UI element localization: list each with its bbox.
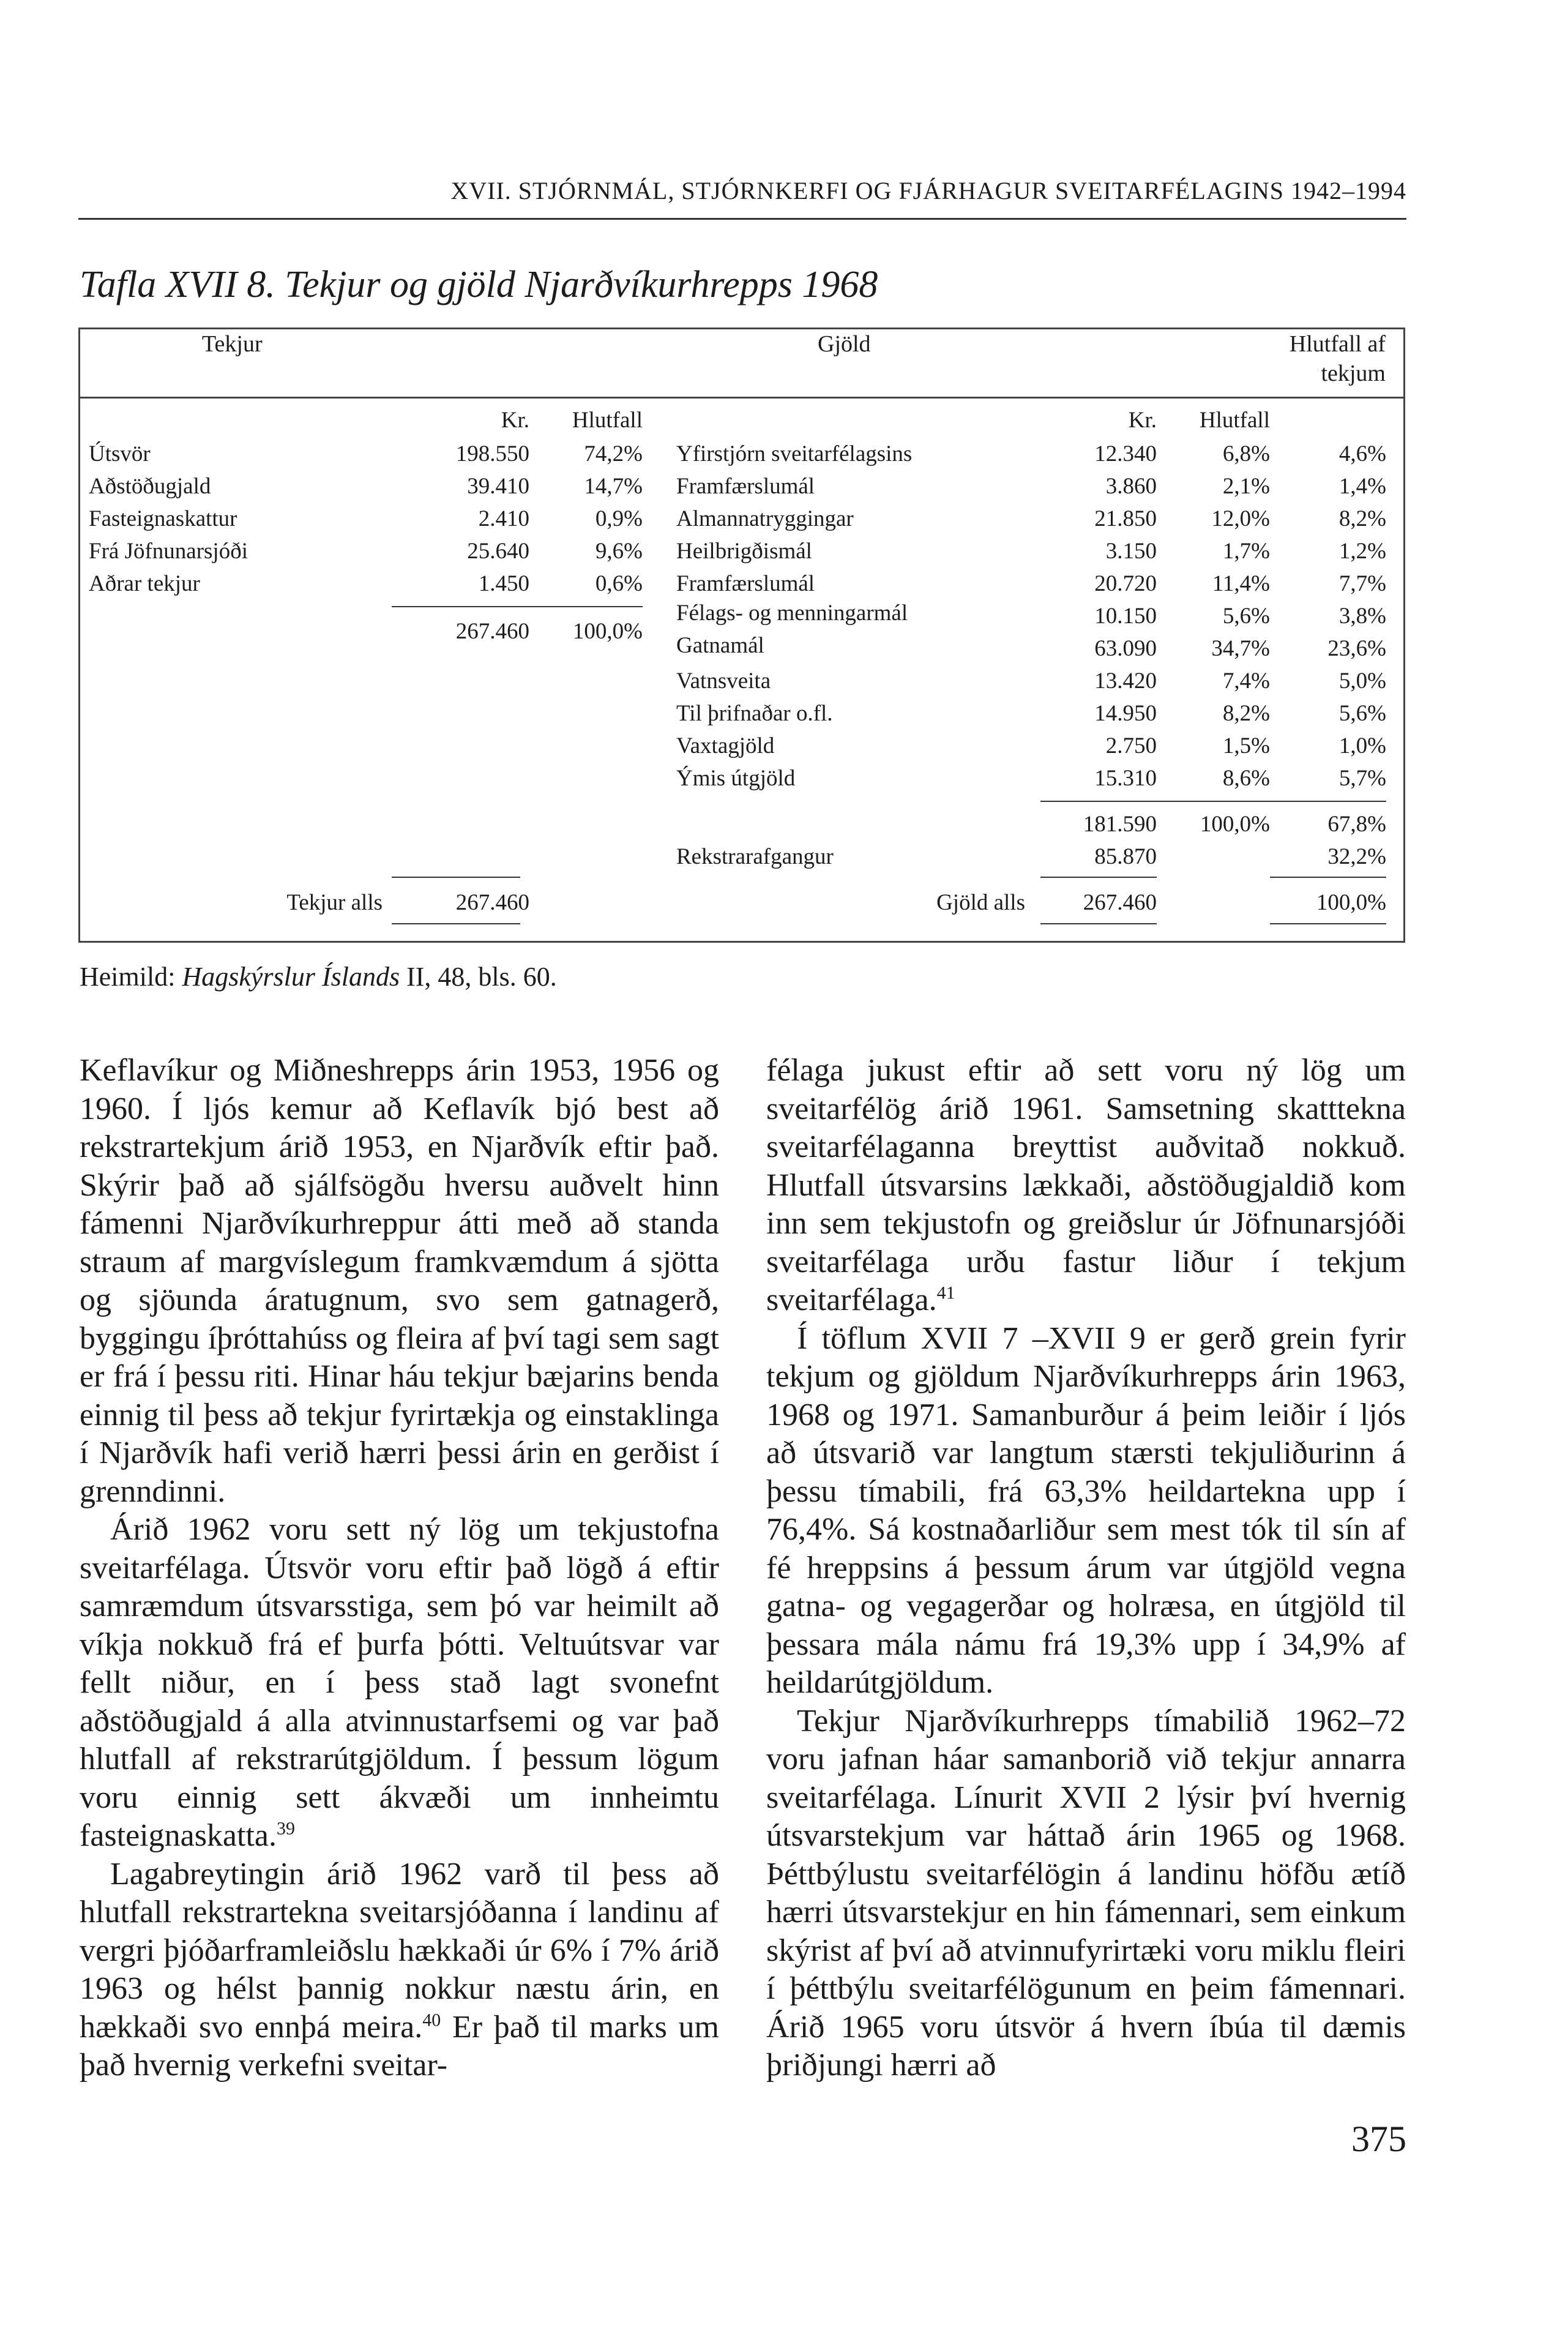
right-row-kr: 21.850 — [1094, 506, 1157, 531]
right-row-label: Framfærslumál — [676, 571, 815, 596]
paragraph — [80, 1855, 719, 2085]
right-row-pct-tekjum: 7,7% — [1338, 571, 1386, 596]
left-subtotal-kr: 267.460 — [455, 619, 529, 644]
right-row-label: Vatnsveita — [676, 668, 771, 694]
body-column-left — [80, 1052, 719, 2085]
right-row-pct-tekjum: 4,6% — [1338, 441, 1386, 466]
left-hlutfall-header: Hlutfall — [572, 408, 643, 433]
paragraph: Tekjur Njarðvíkurhrepps tímabilið 1962–72 voru jafnan háar samanborið við tekjur annarra sveitarfélaga. Línurit XVII 2 lýsir því hvernig útsvarstekjum var háttað árin 1965 og 1968. Þéttbýlustu sveitarfélögin á landinu höfðu ætíð hærri útsvarstekjur en hin fámennari, sem einkum skýrist af því að atvinnufyrirtæki voru miklu fleiri í þéttbýlu sveitarfélögunum en þeim fámennari. Árið 1965 voru útsvör á hvern íbúa til dæmis þriðjungi hærri að — [766, 1703, 1406, 2083]
left-row-pct: 14,7% — [584, 474, 643, 499]
right-row-label: Almannatryggingar — [676, 506, 854, 531]
paragraph-text: Árið 1962 voru sett ný lög um tekjustofna sveitarfélaga. Útsvör voru eftir það lögð á eftir samræmdum útsvarsstiga, sem þó var heimilt að víkja nokkuð frá ef þurfa þótti. Veltuútsvar var fellt niður, en í þess stað lagt svonefnt aðstöðugjald á alla atvinnustarfsemi og var það hlutfall af rekstrarútgjöldum. Í þessum lögum voru einnig sett ákvæði um innheimtu fasteignaskatta. — [80, 1512, 719, 1853]
right-row-pct-tekjum: 5,7% — [1338, 766, 1386, 791]
gjold-alls-rule — [1040, 877, 1157, 878]
gjold-alls-kr: 267.460 — [1083, 890, 1157, 915]
paragraph-text: félaga jukust eftir að sett voru ný lög um sveitarfélög árið 1961. Samsetning skatttekna sveitarfélaganna breyttist auðvitað nokkuð. Hlutfall útsvarsins lækkaði, aðstöðugjaldið kom inn sem tekjustofn og greiðslur úr Jöfnunarsjóði sveitarfélaga urðu fastur liður í tekjum sveitarfélaga. — [766, 1053, 1406, 1317]
left-row-label: Aðrar tekjur — [89, 571, 200, 596]
rekstrarafgangur-pct-tekjum: 32,2% — [1327, 844, 1386, 869]
gjold-alls-bottom-rule — [1040, 923, 1157, 924]
right-row-kr: 14.950 — [1094, 701, 1157, 726]
right-row-kr: 15.310 — [1094, 766, 1157, 791]
right-row-label: Framfærslumál — [676, 474, 815, 499]
right-row-pct: 5,6% — [1222, 604, 1270, 629]
rekstrarafgangur-kr: 85.870 — [1094, 844, 1157, 869]
tekjur-alls-bottom-rule — [392, 923, 520, 924]
right-row-kr: 63.090 — [1094, 636, 1157, 661]
paragraph-text: Er það til marks um það hvernig verkefni sveitar- — [80, 2009, 720, 2083]
right-row-kr: 3.860 — [1105, 474, 1157, 499]
right-row-pct-tekjum: 1,4% — [1338, 474, 1386, 499]
right-row-pct: 34,7% — [1211, 636, 1270, 661]
paragraph — [80, 1511, 719, 1855]
right-subtotal-pct-tekjum: 67,8% — [1327, 812, 1386, 837]
tekjum-heading: tekjum — [1321, 361, 1386, 386]
tekjur-alls-kr: 267.460 — [455, 890, 529, 915]
right-row-label: Ýmis útgjöld — [676, 766, 796, 791]
right-kr-header: Kr. — [1128, 408, 1157, 433]
right-row-pct: 6,8% — [1222, 441, 1270, 466]
gjold-alls-pct-bottom-rule — [1270, 923, 1386, 924]
source-title: Hagskýrslur Íslands — [182, 962, 400, 992]
left-row-kr: 2.410 — [478, 506, 529, 531]
gjold-alls-pct-tekjum: 100,0% — [1316, 890, 1386, 915]
left-row-kr: 39.410 — [467, 474, 529, 499]
right-row-label: Til þrifnaðar o.fl. — [676, 701, 833, 726]
right-row-label: Heilbrigðismál — [676, 539, 812, 564]
gjold-alls-label: Gjöld alls — [936, 890, 1025, 915]
right-row-pct: 2,1% — [1222, 474, 1270, 499]
right-row-pct-tekjum: 1,2% — [1338, 539, 1386, 564]
right-row-pct: 1,5% — [1222, 733, 1270, 758]
rekstrarafgangur-label: Rekstrarafgangur — [676, 844, 834, 869]
right-row-kr: 12.340 — [1094, 441, 1157, 466]
paragraph: Í töflum XVII 7 –XVII 9 er gerð grein fyrir tekjum og gjöldum Njarðvíkurhrepps árin 1963, 1968 og 1971. Samanburður á þeim leiðir í ljós að útsvarið var langtum stærsti tekjuliðurinn á þessu tímabili, frá 63,3% heildartekna upp í 76,4%. Sá kostnaðarliður sem mest tók til sín af fé hreppsins á þessum árum var útgjöld vegna gatna- og vegagerðar og holræsa, en útgjöld til þessara mála námu frá 19,3% upp í 34,9% af heildarútgjöldum. — [766, 1320, 1406, 1700]
right-row-kr: 13.420 — [1094, 668, 1157, 694]
right-row-label: Vaxtagjöld — [676, 733, 775, 758]
right-subtotal-rule — [1040, 801, 1386, 802]
page-number: 375 — [1351, 2119, 1406, 2159]
right-row-pct-tekjum: 3,8% — [1338, 604, 1386, 629]
right-row-pct-tekjum: 1,0% — [1338, 733, 1386, 758]
left-row-pct: 74,2% — [584, 441, 643, 466]
paragraph — [766, 1052, 1406, 1320]
right-row-pct-tekjum: 5,6% — [1338, 701, 1386, 726]
right-row-kr: 2.750 — [1105, 733, 1157, 758]
hlutfall-af-heading: Hlutfall af — [1289, 331, 1386, 357]
left-subtotal-pct: 100,0% — [572, 619, 643, 644]
right-subtotal-pct: 100,0% — [1200, 812, 1270, 837]
tekjur-alls-rule — [392, 877, 520, 878]
right-row-pct-tekjum: 23,6% — [1327, 636, 1386, 661]
right-row-pct: 8,2% — [1222, 701, 1270, 726]
table-source — [80, 961, 557, 992]
right-row-pct: 7,4% — [1222, 668, 1270, 694]
left-row-pct: 0,6% — [595, 571, 643, 596]
source-prefix: Heimild: — [80, 962, 182, 992]
footnote-ref: 40 — [422, 2010, 441, 2031]
left-kr-header: Kr. — [501, 408, 529, 433]
source-suffix: II, 48, bls. 60. — [400, 962, 557, 992]
left-row-label: Fasteignaskattur — [89, 506, 237, 531]
left-row-label: Frá Jöfnunarsjóði — [89, 539, 248, 564]
right-hlutfall-header: Hlutfall — [1199, 408, 1270, 433]
right-row-pct-tekjum: 5,0% — [1338, 668, 1386, 694]
left-row-pct: 9,6% — [595, 539, 643, 564]
left-subtotal-rule — [392, 606, 643, 607]
right-row-pct: 12,0% — [1211, 506, 1270, 531]
right-row-kr: 10.150 — [1094, 604, 1157, 629]
left-row-label: Útsvör — [89, 441, 151, 466]
footnote-ref: 41 — [936, 1282, 955, 1303]
right-row-label: Félags- og menningarmál — [676, 601, 908, 626]
left-row-kr: 1.450 — [478, 571, 529, 596]
running-head: XVII. STJÓRNMÁL, STJÓRNKERFI OG FJÁRHAGUR SVEITARFÉLAGINS 1942–1994 — [450, 177, 1406, 204]
right-row-pct: 8,6% — [1222, 766, 1270, 791]
left-row-kr: 25.640 — [467, 539, 529, 564]
table-header-rule — [78, 397, 1405, 399]
left-row-label: Aðstöðugjald — [89, 474, 211, 499]
left-row-pct: 0,9% — [595, 506, 643, 531]
paragraph-text: Lagabreytingin árið 1962 varð til þess að hlutfall rekstrartekna sveitarsjóðanna í landinu af vergri þjóðarframleiðslu hækkaði úr 6% í 7% árið 1963 og hélst þannig nokkur næstu árin, en hækkaði svo ennþá meira. — [80, 1856, 719, 2045]
right-row-pct: 11,4% — [1212, 571, 1270, 596]
left-row-kr: 198.550 — [455, 441, 529, 466]
paragraph: Keflavíkur og Miðneshrepps árin 1953, 1956 og 1960. Í ljós kemur að Keflavík bjó best að rekstrartekjum árið 1953, en Njarðvík eftir það. Skýrir það að sjálfsögðu hversu auðvelt hinn fámenni Njarðvíkurhreppur átti með að standa straum af margvíslegum framkvæmdum á sjötta og sjöunda áratugnum, svo sem gatnagerð, byggingu íþróttahúss og fleira af því tagi sem sagt er frá í þessu riti. Hinar háu tekjur bæjarins benda einnig til þess að tekjur fyrirtækja og einstaklinga í Njarðvík hafi verið hærri þessi árin en gerðist í grenndinni. — [80, 1053, 719, 1509]
right-row-label: Yfirstjórn sveitarfélagsins — [676, 441, 913, 466]
tekjur-heading: Tekjur — [202, 331, 263, 357]
right-row-pct: 1,7% — [1222, 539, 1270, 564]
right-row-label: Gatnamál — [676, 633, 764, 658]
gjold-heading: Gjöld — [818, 331, 871, 357]
right-row-pct-tekjum: 8,2% — [1338, 506, 1386, 531]
right-row-kr: 20.720 — [1094, 571, 1157, 596]
header-rule — [78, 218, 1406, 220]
body-column-right — [766, 1052, 1406, 2085]
right-row-kr: 3.150 — [1105, 539, 1157, 564]
tekjur-alls-label: Tekjur alls — [286, 890, 383, 915]
table-title: Tafla XVII 8. Tekjur og gjöld Njarðvíkurhrepps 1968 — [80, 264, 878, 305]
footnote-ref: 39 — [276, 1818, 295, 1839]
right-subtotal-kr: 181.590 — [1083, 812, 1157, 837]
gjold-alls-pct-rule — [1270, 877, 1386, 878]
